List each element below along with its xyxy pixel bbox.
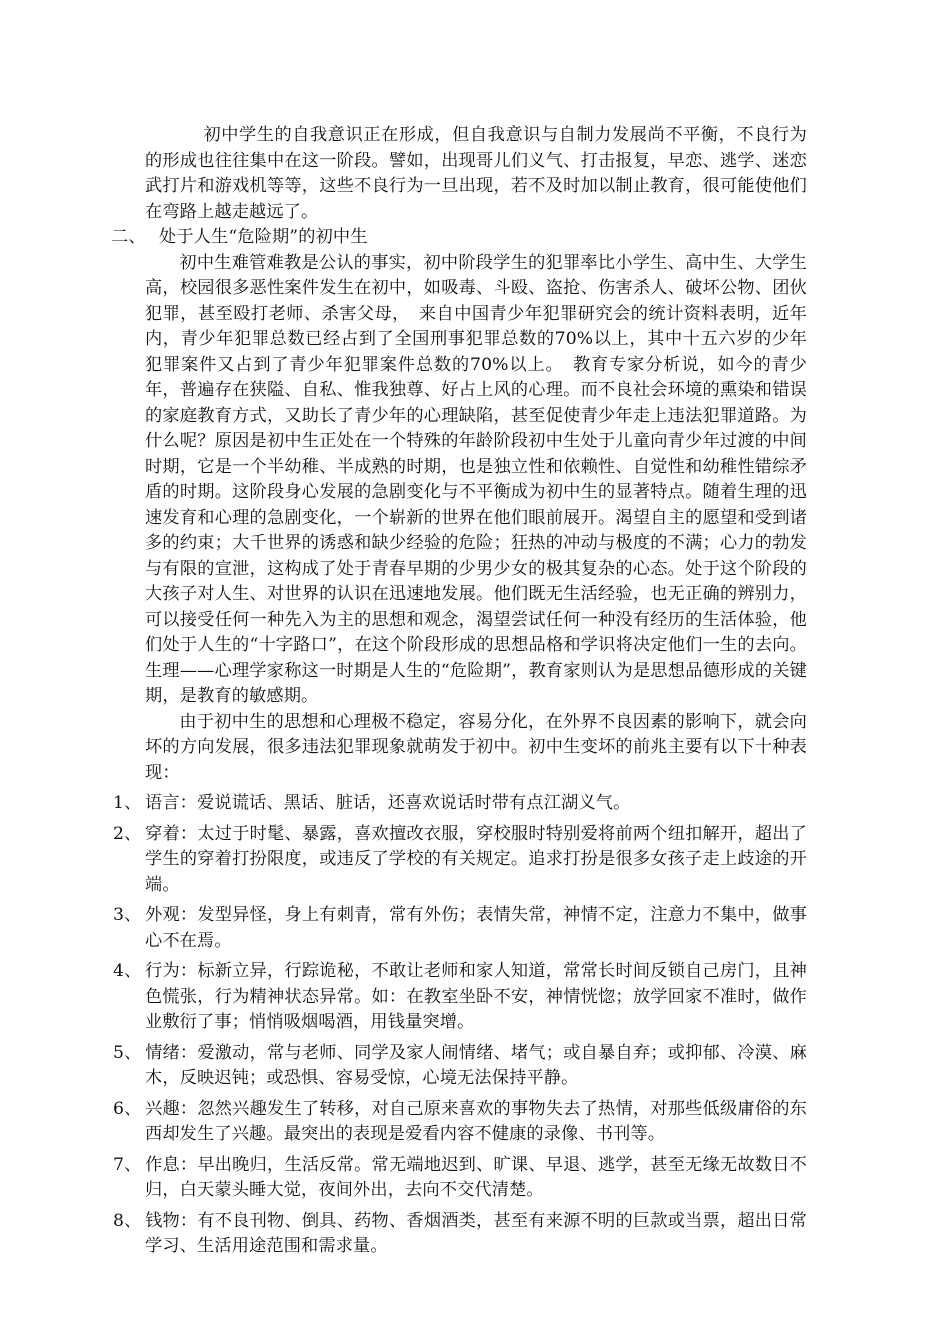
list-item-number: 1、 <box>113 793 142 813</box>
intro-paragraph: 初中学生的自我意识正在形成，但自我意识与自制力发展尚不平衡，不良行为的形成也往往集中在这一阶段。譬如，出现哥儿们义气、打击报复，早恋、逃学、迷恋武打片和游戏机等等，这些不良行为一旦出现，若不及时加以制止教育，很可能使他们在弯路上越走越远了。 <box>145 125 807 222</box>
list-item-text: 兴趣：忽然兴趣发生了转移，对自己原来喜欢的事物失去了热情，对那些低级庸俗的东西却发生了兴趣。最突出的表现是爱看内容不健康的录像、书刊等。 <box>145 1098 807 1144</box>
list-item-number: 7、 <box>113 1154 142 1175</box>
list-item <box>113 1209 807 1260</box>
list-item <box>113 791 807 817</box>
list-item-text: 语言：爱说谎话、黑话、脏话，还喜欢说话时带有点江湖义气。 <box>145 793 631 813</box>
section-title: 处于人生“危险期”的初中生 <box>159 227 368 247</box>
list-item-text: 行为：标新立异，行踪诡秘，不敢让老师和家人知道，常常长时间反锁自己房门，且神色慌张，行为精神状态异常。如：在教室坐卧不安，神情恍惚；放学回家不准时，做作业敷衍了事；悄悄吸烟喝酒，用钱量突增。 <box>145 961 807 1032</box>
document-body <box>111 123 807 1260</box>
list-item-number: 8、 <box>113 1210 142 1231</box>
list-item-number: 4、 <box>113 961 142 981</box>
list-item <box>113 822 807 899</box>
list-item-text: 情绪：爱激动，常与老师、同学及家人闹情绪、堵气；或自暴自弃；或抑郁、冷漠、麻木，反映迟钝；或恐惧、容易受惊，心境无法保持平静。 <box>145 1042 807 1088</box>
list-item-text: 钱物：有不良刊物、倒具、药物、香烟酒类，甚至有来源不明的巨款或当票，超出日常学习、生活用途范围和需求量。 <box>145 1210 807 1256</box>
list-item <box>113 1097 807 1148</box>
body-paragraph: 由于初中生的思想和心理极不稳定，容易分化，在外界不良因素的影响下，就会向坏的方向发展，很多违法犯罪现象就萌发于初中。初中生变坏的前兆主要有以下十种表现： <box>145 711 807 783</box>
list-item <box>113 903 807 954</box>
list-item-text: 外观：发型异怪，身上有刺青，常有外伤；表情失常，神情不定，注意力不集中，做事心不在焉。 <box>145 905 807 951</box>
list-item-text: 穿着：太过于时髦、暴露，喜欢擅改衣服，穿校服时特别爱将前两个纽扣解开，超出了学生的穿着打扮限度，或违反了学校的有关规定。追求打扮是很多女孩子走上歧途的开端。 <box>145 823 807 895</box>
list-item <box>113 959 807 1036</box>
section-heading <box>111 225 807 251</box>
list-item <box>113 1041 807 1092</box>
list-item-number: 2、 <box>113 823 142 844</box>
list-item-number: 5、 <box>113 1042 142 1063</box>
section-number: 二、 <box>111 227 146 247</box>
list-item-number: 3、 <box>113 905 142 925</box>
list-item <box>113 1153 807 1204</box>
body-paragraph: 初中生难管难教是公认的事实，初中阶段学生的犯罪率比小学生、高中生、大学生高，校园很多恶性案件发生在初中，如吸毒、斗殴、盗抢、伤害杀人、破坏公物、团伙犯罪，甚至殴打老师、杀害父母， 来自中国青少年犯罪研究会的统计资料表明，近年内，青少年犯罪总数已经占到了全国刑事犯罪总数的70%以上，其中十五六岁的少年犯罪案件又占到了青少年犯罪案件总数的70%以上。 教育专家分析说，如今的青少年，普遍存在狭隘、自私、惟我独尊、好占上风的心理。而不良社会环境的熏染和错误的家庭教育方式，又助长了青少年的心理缺陷，甚至促使青少年走上违法犯罪道路。为什么呢？原因是初中生正处在一个特殊的年龄阶段初中生处于儿童向青少年过渡的中间时期，它是一个半幼稚、半成熟的时期，也是独立性和依赖性、自觉性和幼稚性错综矛盾的时期。这阶段身心发展的急剧变化与不平衡成为初中生的显著特点。随着生理的迅速发育和心理的急剧变化，一个崭新的世界在他们眼前展开。渴望自主的愿望和受到诸多的约束；大千世界的诱惑和缺少经验的危险；狂热的冲动与极度的不满；心力的勃发与有限的宣泄，这构成了处于青春早期的少男少女的极其复杂的心态。处于这个阶段的大孩子对人生、对世界的认识在迅速地发展。他们既无生活经验，也无正确的辨别力，可以接受任何一种先入为主的思想和观念，渴望尝试任何一种没有经历的生活体验，他们处于人生的“十字路口”，在这个阶段形成的思想品格和学识将决定他们一生的去向。生理——心理学家称这一时期是人生的“危险期”，教育家则认为是思想品德形成的关键期，是教育的敏感期。 <box>145 252 807 706</box>
list-item-number: 6、 <box>113 1098 142 1119</box>
list-item-text: 作息：早出晚归，生活反常。常无端地迟到、旷课、早退、逃学，甚至无缘无故数日不归，白天蒙头睡大觉，夜间外出，去向不交代清楚。 <box>145 1154 807 1200</box>
